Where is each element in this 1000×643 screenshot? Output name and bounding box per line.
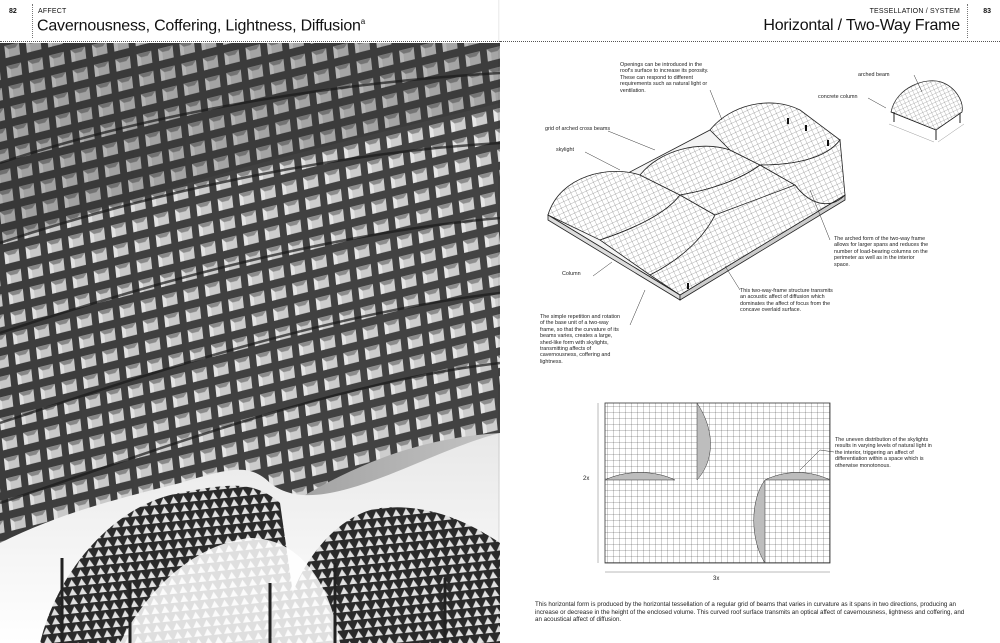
- label-grid-beams: grid of arched cross beams: [545, 126, 611, 132]
- width-dimension: 3x: [713, 576, 720, 582]
- right-page-title: Horizontal / Two-Way Frame: [763, 17, 960, 34]
- height-dimension: 2x: [583, 476, 590, 482]
- header-divider: [32, 4, 33, 38]
- left-title-text: Cavernousness, Coffering, Lightness, Diffusion: [37, 17, 361, 35]
- left-header: [0, 0, 500, 42]
- body-paragraph: This horizontal form is produced by the horizontal tessellation of a regular grid of beams that varies in curvature as it spans in two directions, producing an increase or decrease in the height of the enclosed volume. This curved roof surface transmits an optical affect of cavernousness, lightness and coffering, and an acoustical affect of diffusion.: [535, 601, 965, 624]
- left-page-number: 82: [9, 8, 17, 15]
- coffered-vault-photo: [0, 43, 500, 643]
- right-page-number: 83: [983, 8, 991, 15]
- title-superscript: a: [360, 17, 365, 26]
- label-column: Column: [562, 271, 581, 277]
- label-arched-beam: arched beam: [858, 72, 890, 78]
- left-section-label: AFFECT: [38, 8, 67, 15]
- annotation-two-way: This two-way-frame structure transmits an acoustic affect of diffusion which dominates the affect of focus from the concave overlaid surface.: [740, 288, 833, 314]
- right-page: [500, 0, 1000, 643]
- right-section-label: TESSELLATION / SYSTEM: [869, 8, 960, 15]
- left-page-title: [37, 17, 365, 35]
- annotation-arched-form: The arched form of the two-way frame allows for larger spans and reduces the number of load-bearing columns on the perimeter as well as in the interior space.: [834, 236, 929, 268]
- annotation-uneven-skylights: The uneven distribution of the skylights results in varying levels of natural light in the interior, triggering an affect of differentiation within a space which is otherwise monotonous.: [835, 437, 932, 469]
- label-concrete-column: concrete column: [818, 94, 858, 100]
- annotation-openings: Openings can be introduced in the roof's surface to increase its porosity. These can respond to different requirements such as natural light or ventilation.: [620, 62, 709, 94]
- label-skylight: skylight: [556, 147, 574, 153]
- annotation-repetition: The simple repetition and rotation of the base unit of a two-way frame, so that the curvature of its beams varies, creates a large, shed-like form with skylights, transmitting affects of cavernousness, coffering and lightness.: [540, 314, 621, 365]
